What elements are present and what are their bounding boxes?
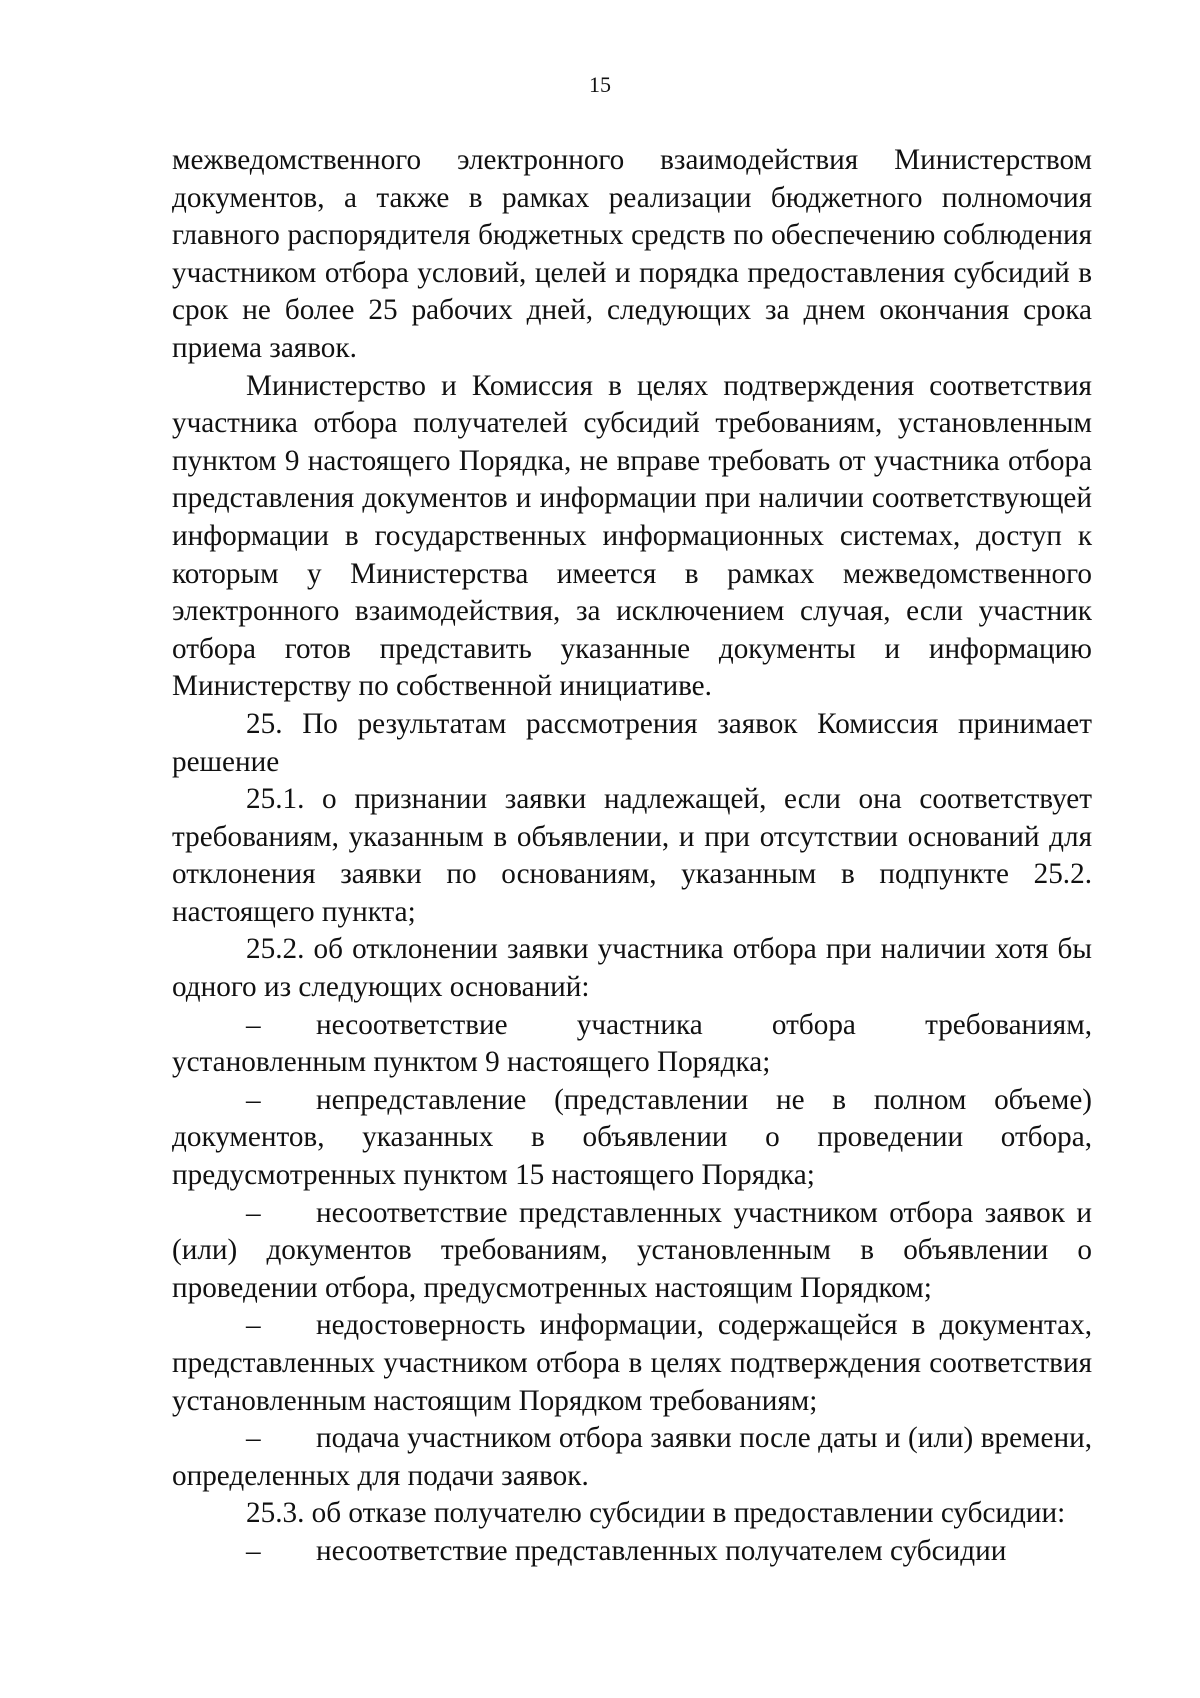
list-item	[172, 1533, 1092, 1571]
list-item-text: недостоверность информации, содержащейся в документах, представленных участником отбора в целях подтверждения соответствия установленным настоящим Порядком требованиям;	[172, 1309, 1092, 1417]
dash-bullet-icon: –	[246, 1008, 261, 1041]
list-item	[172, 1307, 1092, 1420]
dash-bullet-icon: –	[246, 1196, 261, 1229]
paragraph: межведомственного электронного взаимодействия Министерством документов, а также в рамках реализации бюджетного полномочия главного распорядителя бюджетных средств по обеспечению соблюдения участником отбора условий, целей и порядка предоставления субсидий в срок не более 25 рабочих дней, следующих за днем окончания срока приема заявок.	[172, 144, 1092, 364]
paragraph: 25.2. об отклонении заявки участника отбора при наличии хотя бы одного из следующих оснований:	[172, 933, 1092, 1004]
paragraph: 25.1. о признании заявки надлежащей, если она соответствует требованиям, указанным в объявлении, и при отсутствии оснований для отклонения заявки по основаниям, указанным в подпункте 25.2. настоящего пункта;	[172, 783, 1092, 928]
list-item-text: несоответствие представленных участником отбора заявок и (или) документов требованиям, установленным в объявлении о проведении отбора, предусмотренных настоящим Порядком;	[172, 1196, 1092, 1304]
list-item-text: несоответствие представленных получателем субсидии	[316, 1534, 1007, 1567]
dash-bullet-icon: –	[246, 1309, 261, 1342]
list-item	[172, 1007, 1092, 1082]
document-body	[172, 142, 1092, 1571]
list-item-text: подача участником отбора заявки после даты и (или) времени, определенных для подачи заявок.	[172, 1422, 1092, 1492]
list-item	[172, 1420, 1092, 1495]
dash-bullet-icon: –	[246, 1422, 261, 1455]
list-item-text: непредставление (представлении не в полном объеме) документов, указанных в объявлении о проведении отбора, предусмотренных пунктом 15 настоящего Порядка;	[172, 1083, 1092, 1192]
dash-bullet-icon: –	[246, 1534, 261, 1567]
paragraph: 25.3. об отказе получателю субсидии в предоставлении субсидии:	[246, 1497, 1066, 1530]
paragraph: 25. По результатам рассмотрения заявок Комиссия принимает решение	[172, 707, 1092, 778]
paragraph: Министерство и Комиссия в целях подтверждения соответствия участника отбора получателей субсидий требованиям, установленным пунктом 9 настоящего Порядка, не вправе требовать от участника отбора представления документов и информации при наличии соответствующей информации в государственных информационных системах, доступ к которым у Министерства имеется в рамках межведомственного электронного взаимодействия, за исключением случая, если участник отбора готов представить указанные документы и информацию Министерству по собственной инициативе.	[172, 369, 1092, 703]
page-number: 15	[589, 72, 611, 97]
list-item	[172, 1195, 1092, 1308]
list-item-text: несоответствие участника отбора требованиям, установленным пунктом 9 настоящего Порядка;	[172, 1008, 1092, 1079]
dash-bullet-icon: –	[246, 1083, 261, 1116]
list-item	[172, 1082, 1092, 1195]
